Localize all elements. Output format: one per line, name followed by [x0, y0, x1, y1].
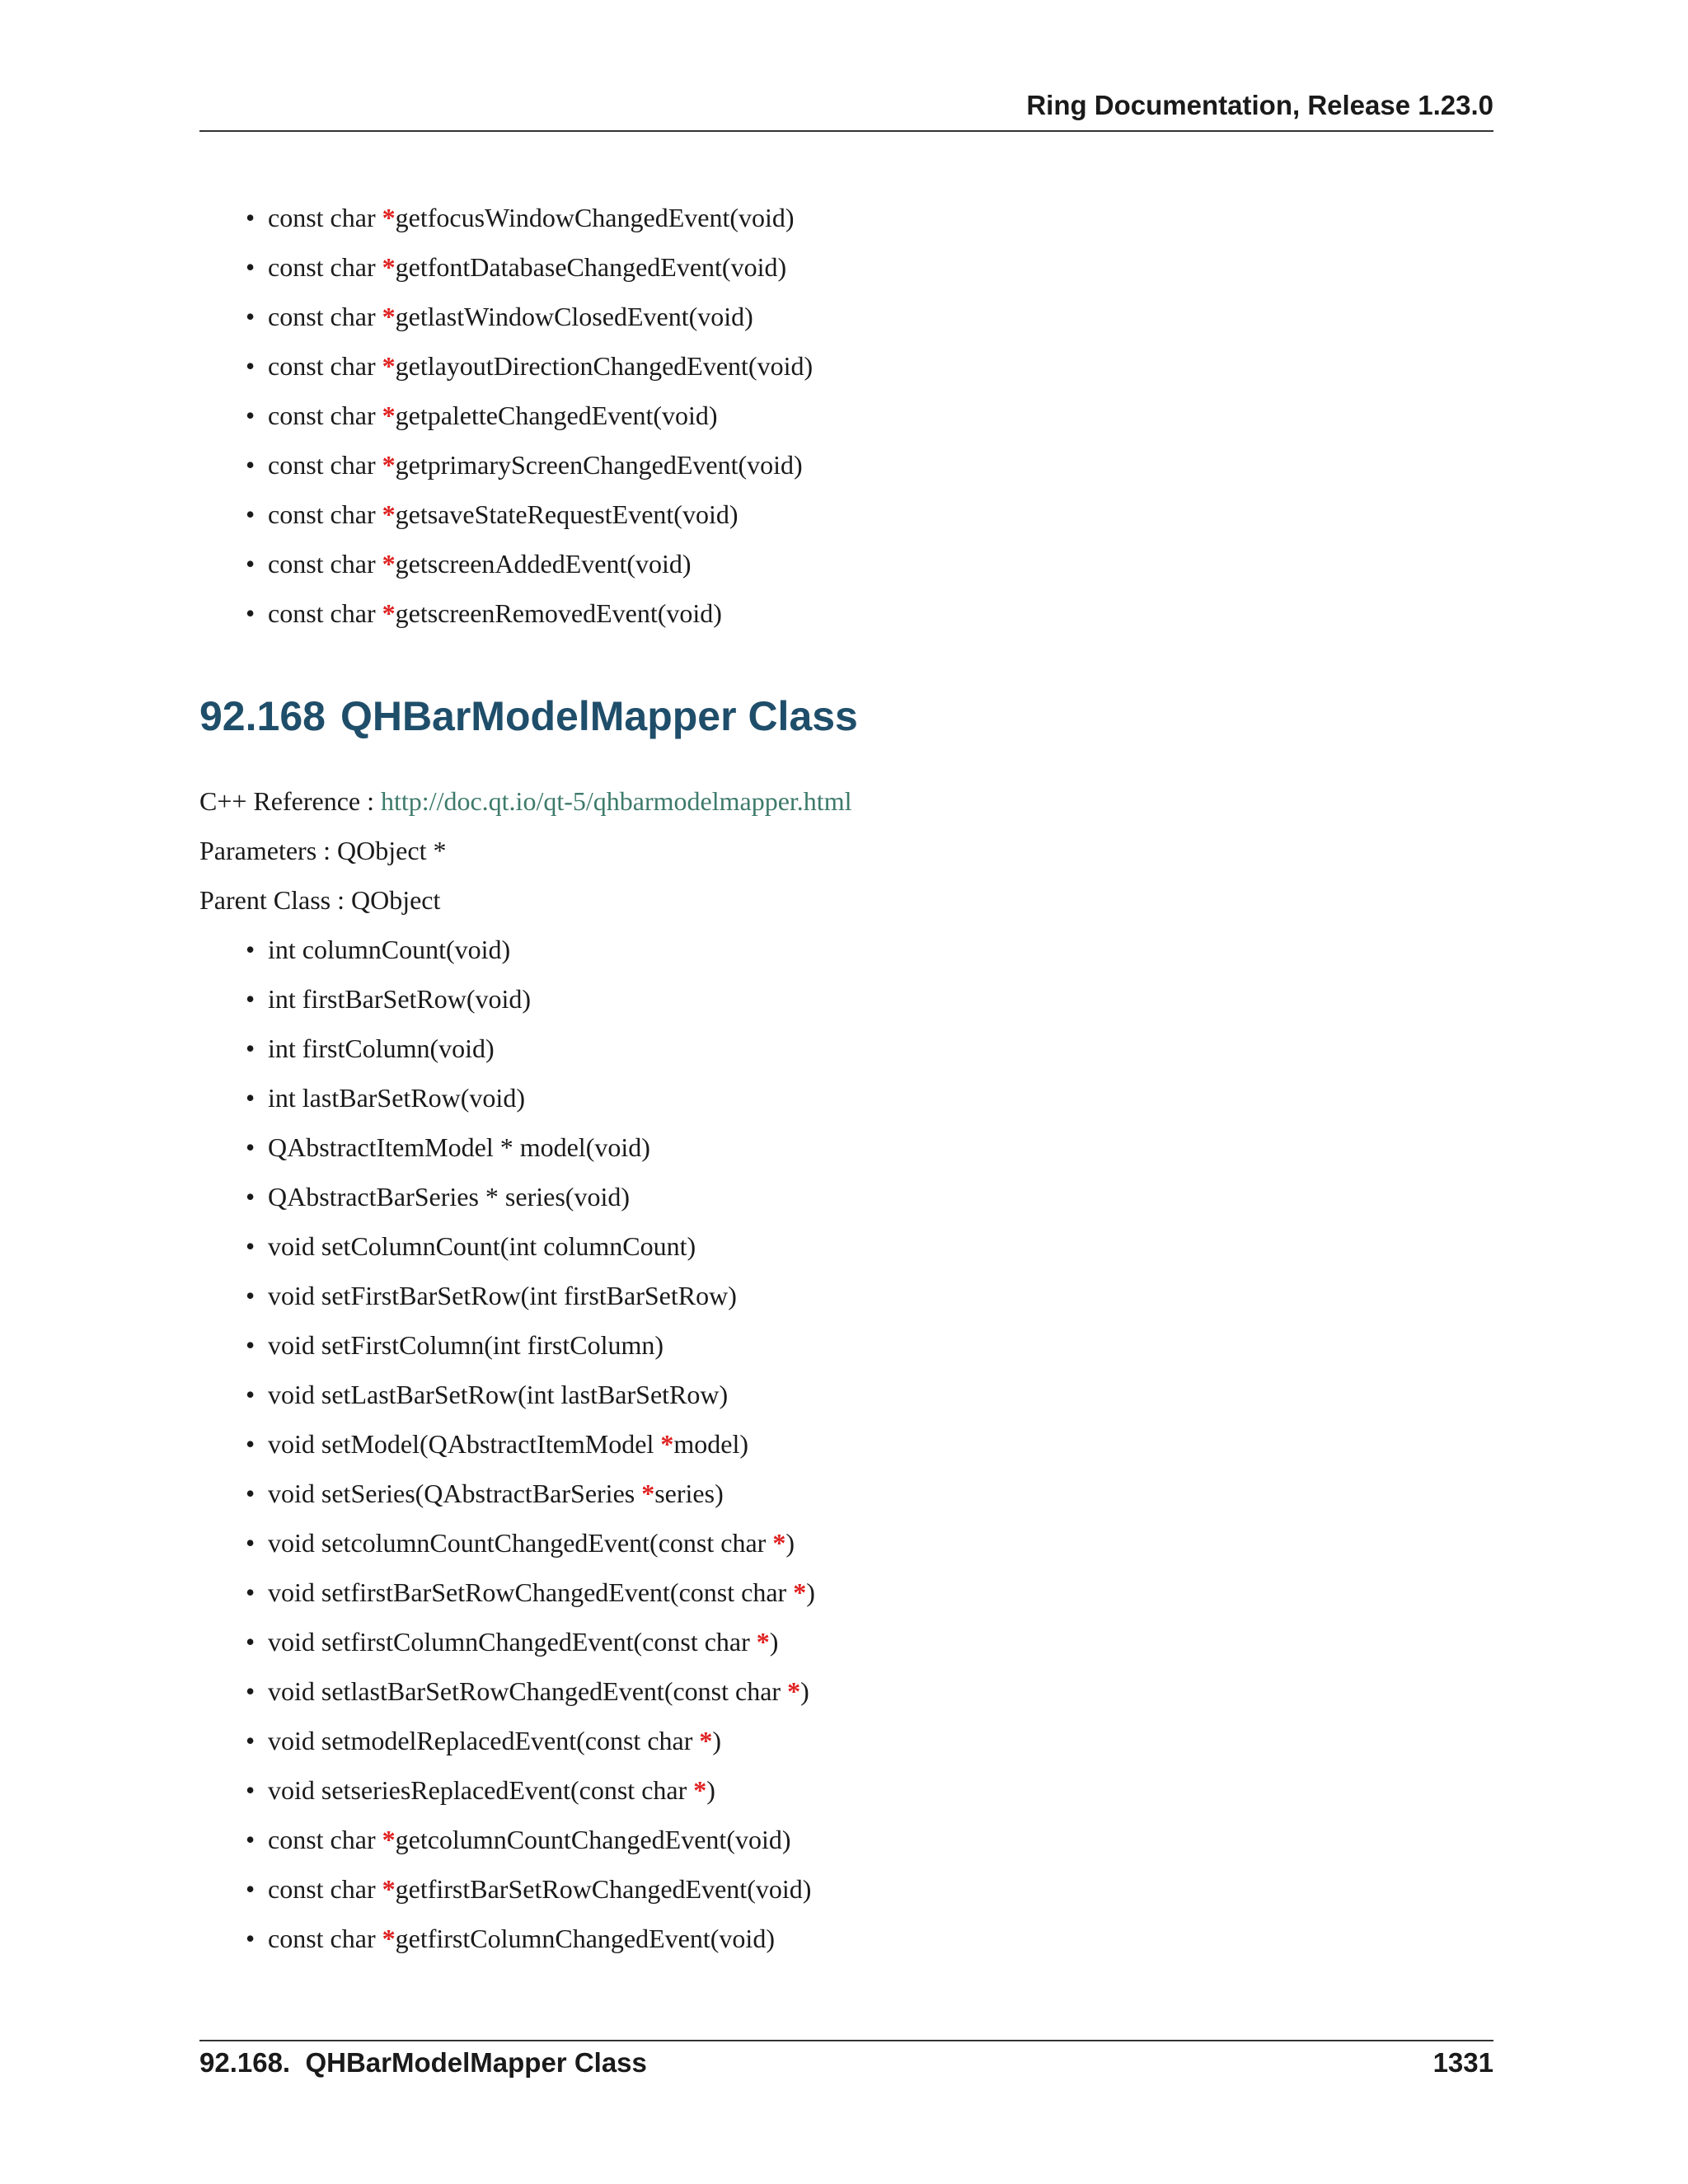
page-footer	[199, 2042, 1493, 2083]
list-item: • void setSeries(QAbstractBarSeries *series)	[246, 1469, 1482, 1518]
list-item: • const char *getpaletteChangedEvent(void)	[246, 391, 1482, 440]
method-list	[246, 925, 1482, 1963]
list-item: • const char *getfontDatabaseChangedEvent(void)	[246, 242, 1482, 292]
footer-rule	[199, 2040, 1493, 2041]
parameters: Parameters : QObject *	[199, 836, 447, 865]
list-item: • QAbstractItemModel * model(void)	[246, 1122, 1482, 1172]
list-item: • const char *getscreenRemovedEvent(void)	[246, 588, 1482, 638]
list-item: • void setFirstBarSetRow(int firstBarSetRow)	[246, 1271, 1482, 1320]
list-item: • int lastBarSetRow(void)	[246, 1073, 1482, 1122]
list-item: • const char *getsaveStateRequestEvent(void)	[246, 490, 1482, 539]
section-title	[199, 689, 858, 743]
list-item: • int columnCount(void)	[246, 925, 1482, 974]
top-method-list	[246, 193, 1482, 638]
list-item: • int firstColumn(void)	[246, 1024, 1482, 1073]
reference-link[interactable]: http://doc.qt.io/qt-5/qhbarmodelmapper.html	[381, 786, 852, 816]
list-item: • QAbstractBarSeries * series(void)	[246, 1172, 1482, 1221]
list-item: • void setlastBarSetRowChangedEvent(const char *)	[246, 1666, 1482, 1716]
list-item: • void setModel(QAbstractItemModel *model)	[246, 1419, 1482, 1469]
list-item: • const char *getlayoutDirectionChangedEvent(void)	[246, 341, 1482, 391]
list-item: • void setfirstBarSetRowChangedEvent(const char *)	[246, 1568, 1482, 1617]
header-rule	[199, 130, 1493, 132]
parent-class: Parent Class : QObject	[199, 885, 441, 915]
list-item: • const char *getfirstColumnChangedEvent(void)	[246, 1914, 1482, 1963]
cpp-reference: C++ Reference : http://doc.qt.io/qt-5/qhbarmodelmapper.html	[199, 786, 852, 816]
list-item: • void setcolumnCountChangedEvent(const char *)	[246, 1518, 1482, 1568]
list-item: • void setfirstColumnChangedEvent(const char *)	[246, 1617, 1482, 1666]
list-item: • const char *getscreenAddedEvent(void)	[246, 539, 1482, 588]
page-header: Ring Documentation, Release 1.23.0	[1026, 90, 1493, 120]
list-item: • const char *getcolumnCountChangedEvent(void)	[246, 1815, 1482, 1864]
list-item: • void setseriesReplacedEvent(const char *)	[246, 1765, 1482, 1815]
footer-section-ref: 92.168. QHBarModelMapper Class	[199, 2047, 647, 2078]
list-item: • int firstBarSetRow(void)	[246, 974, 1482, 1024]
list-item: • void setColumnCount(int columnCount)	[246, 1221, 1482, 1271]
section-title-text: QHBarModelMapper Class	[340, 693, 858, 739]
list-item: • void setLastBarSetRow(int lastBarSetRow)	[246, 1370, 1482, 1419]
list-item: • void setmodelReplacedEvent(const char *)	[246, 1716, 1482, 1765]
section-number: 92.168	[199, 693, 326, 739]
list-item: • void setFirstColumn(int firstColumn)	[246, 1320, 1482, 1370]
list-item: • const char *getfirstBarSetRowChangedEvent(void)	[246, 1864, 1482, 1914]
page-number: 1331	[1432, 2047, 1493, 2078]
list-item: • const char *getprimaryScreenChangedEvent(void)	[246, 440, 1482, 490]
list-item: • const char *getfocusWindowChangedEvent(void)	[246, 193, 1482, 242]
list-item: • const char *getlastWindowClosedEvent(void)	[246, 292, 1482, 341]
